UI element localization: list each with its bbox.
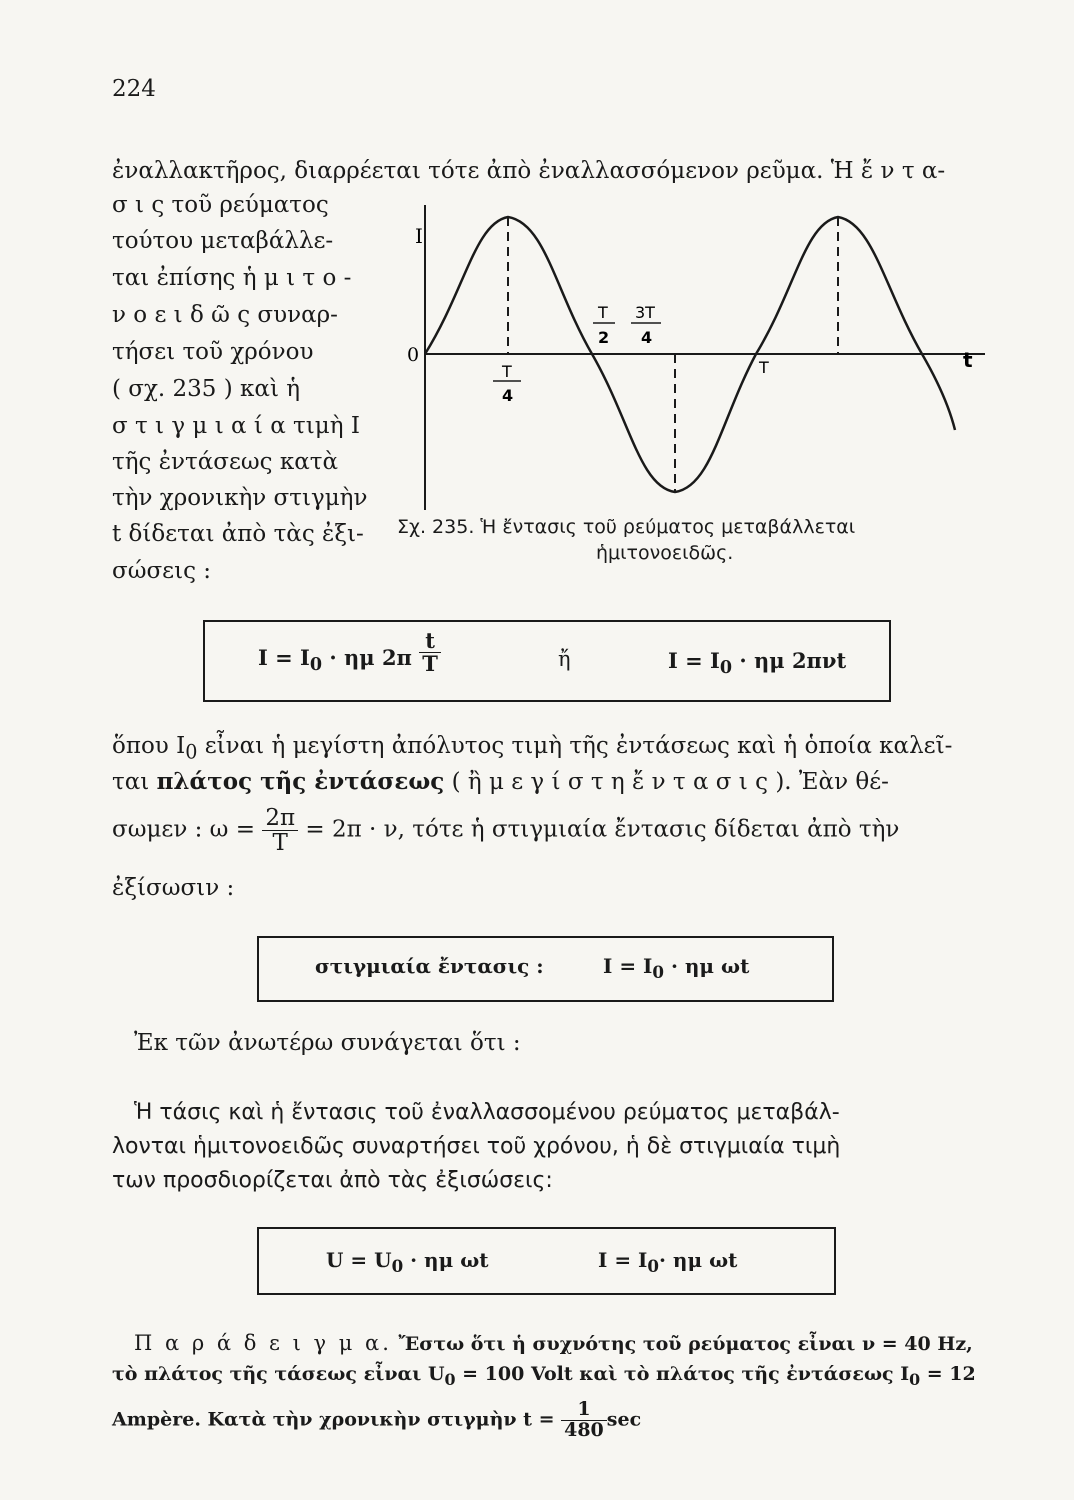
subscript: 0 bbox=[647, 1256, 659, 1276]
conclusion-intro: Ἐκ τῶν ἀνωτέρω συνάγεται ὅτι : bbox=[134, 1030, 521, 1056]
formula-text: · ημ ωt bbox=[664, 954, 750, 978]
fraction-numerator: 1 bbox=[561, 1400, 607, 1421]
formula-text: · ημ ωt bbox=[403, 1248, 489, 1272]
example-heading: Π α ρ ά δ ε ι γ μ α. bbox=[134, 1331, 392, 1355]
tick-label: T bbox=[502, 362, 512, 381]
text: sec bbox=[606, 1408, 642, 1431]
text-line: σ τ ι γ μ ι α ί α τιμὴ I bbox=[112, 413, 360, 439]
text: = 100 Volt καὶ τὸ πλάτος τῆς ἐντάσεως I bbox=[455, 1363, 910, 1385]
formula-i bbox=[598, 1248, 737, 1276]
fraction-denominator: T bbox=[272, 830, 288, 857]
formula-text: · ημ 2πνt bbox=[732, 648, 847, 673]
formula-text: · ημ 2π bbox=[322, 645, 420, 671]
text: εἶναι ἡ μεγίστη ἀπόλυτος τιμὴ τῆς ἐντάσεως καὶ ἡ ὁποία καλεῖ- bbox=[197, 733, 953, 759]
page-number: 224 bbox=[112, 76, 156, 102]
text-line: τούτου μεταβάλλε- bbox=[112, 228, 334, 254]
text-line bbox=[112, 806, 899, 855]
text-line: λονται ἡμιτονοειδῶς συναρτήσει τοῦ χρόνου, ἡ δὲ στιγμιαία τιμὴ bbox=[112, 1134, 841, 1159]
text: = 12 bbox=[920, 1363, 976, 1385]
text: Ἔστω ὅτι ἡ συχνότης τοῦ ρεύματος εἶναι ν = 40 Hz, bbox=[391, 1333, 973, 1355]
figure-caption: ἡμιτονοειδῶς. bbox=[596, 542, 734, 564]
figure-caption: Σχ. 235. Ἡ ἔντασις τοῦ ρεύματος μεταβάλλεται bbox=[397, 516, 856, 538]
tick-label: T bbox=[759, 358, 769, 377]
text-line bbox=[112, 733, 952, 764]
text-line: τήσει τοῦ χρόνου bbox=[112, 339, 314, 365]
tick-label: 3T bbox=[635, 303, 655, 322]
formula-text: · ημ ωt bbox=[659, 1248, 738, 1272]
subscript: 0 bbox=[391, 1256, 404, 1276]
formula-text: I = I bbox=[668, 648, 720, 673]
fraction-numerator: 2π bbox=[262, 806, 298, 831]
subscript: 0 bbox=[444, 1369, 456, 1389]
text: = 2π · ν, τότε ἡ στιγμιαία ἔντασις δίδεται ἀπὸ τὴν bbox=[298, 816, 900, 843]
formula-text: U = U bbox=[326, 1248, 392, 1272]
tick-label: 2 bbox=[598, 328, 610, 347]
text-line: τὴν χρονικὴν στιγμὴν bbox=[112, 485, 368, 511]
text-line: των προσδιορίζεται ἀπὸ τὰς ἐξισώσεις: bbox=[112, 1168, 553, 1193]
formula-u bbox=[326, 1248, 488, 1276]
x-label: t bbox=[963, 348, 973, 372]
fraction-denominator: 480 bbox=[564, 1418, 604, 1441]
subscript: 0 bbox=[185, 740, 198, 764]
tick-label: T bbox=[598, 303, 608, 322]
text-line: t δίδεται ἀπὸ τὰς ἐξι- bbox=[112, 521, 364, 547]
tick-label: 4 bbox=[502, 386, 514, 405]
example-line bbox=[112, 1363, 976, 1389]
text: σωμεν : ω = bbox=[112, 816, 263, 843]
text-line: τῆς ἐντάσεως κατὰ bbox=[112, 449, 339, 475]
formula-label: στιγμιαία ἔντασις : bbox=[315, 954, 544, 978]
text-line: σώσεις : bbox=[112, 558, 212, 584]
text-line: σ ι ς τοῦ ρεύματος bbox=[112, 192, 329, 218]
text-line: ται ἐπίσης ἡ μ ι τ ο - bbox=[112, 265, 352, 291]
formula-expr bbox=[603, 954, 749, 982]
text: ὅπου I bbox=[112, 733, 186, 759]
origin-label: 0 bbox=[407, 344, 420, 366]
text-line bbox=[112, 768, 889, 795]
sine-wave-figure bbox=[395, 195, 995, 520]
subscript: 0 bbox=[309, 655, 323, 676]
example-line bbox=[112, 1400, 641, 1441]
subscript: 0 bbox=[909, 1369, 921, 1389]
subscript: 0 bbox=[719, 658, 733, 679]
y-label: I bbox=[415, 224, 423, 248]
text-line: ( σχ. 235 ) καὶ ἡ bbox=[112, 376, 301, 402]
formula-text: I = I bbox=[603, 954, 653, 978]
text: τὸ πλάτος τῆς τάσεως εἶναι U bbox=[112, 1363, 445, 1385]
subscript: 0 bbox=[652, 962, 664, 982]
text: Ampère. Κατὰ τὴν χρονικὴν στιγμὴν t = bbox=[112, 1408, 562, 1431]
formula-text: I = I bbox=[258, 645, 310, 671]
text-line: ἐξίσωσιν : bbox=[112, 875, 235, 901]
formula-left bbox=[258, 628, 441, 677]
text-line: Ἡ τάσις καὶ ἡ ἔντασις τοῦ ἐναλλασσομένου ρεύματος μεταβάλ- bbox=[134, 1100, 840, 1125]
fraction-denominator: T bbox=[422, 651, 438, 677]
example-line bbox=[134, 1331, 973, 1355]
text-line: ν ο ε ι δ ῶ ς συναρ- bbox=[112, 302, 338, 328]
tick-label: 4 bbox=[641, 328, 653, 347]
formula-or: ἤ bbox=[558, 647, 571, 671]
fraction-numerator: t bbox=[419, 630, 441, 653]
formula-right bbox=[668, 648, 846, 678]
text-line: ἐναλλακτῆρος, διαρρέεται τότε ἀπὸ ἐναλλασσόμενον ρεῦμα. Ἡ ἔ ν τ α- bbox=[112, 158, 946, 184]
formula-text: I = I bbox=[598, 1248, 648, 1272]
bold-term: πλάτος τῆς ἐντάσεως bbox=[156, 768, 445, 795]
text: ται bbox=[112, 769, 157, 795]
text: ( ἢ μ ε γ ί σ τ η ἔ ν τ α σ ι ς ). Ἐὰν θέ- bbox=[444, 769, 889, 795]
